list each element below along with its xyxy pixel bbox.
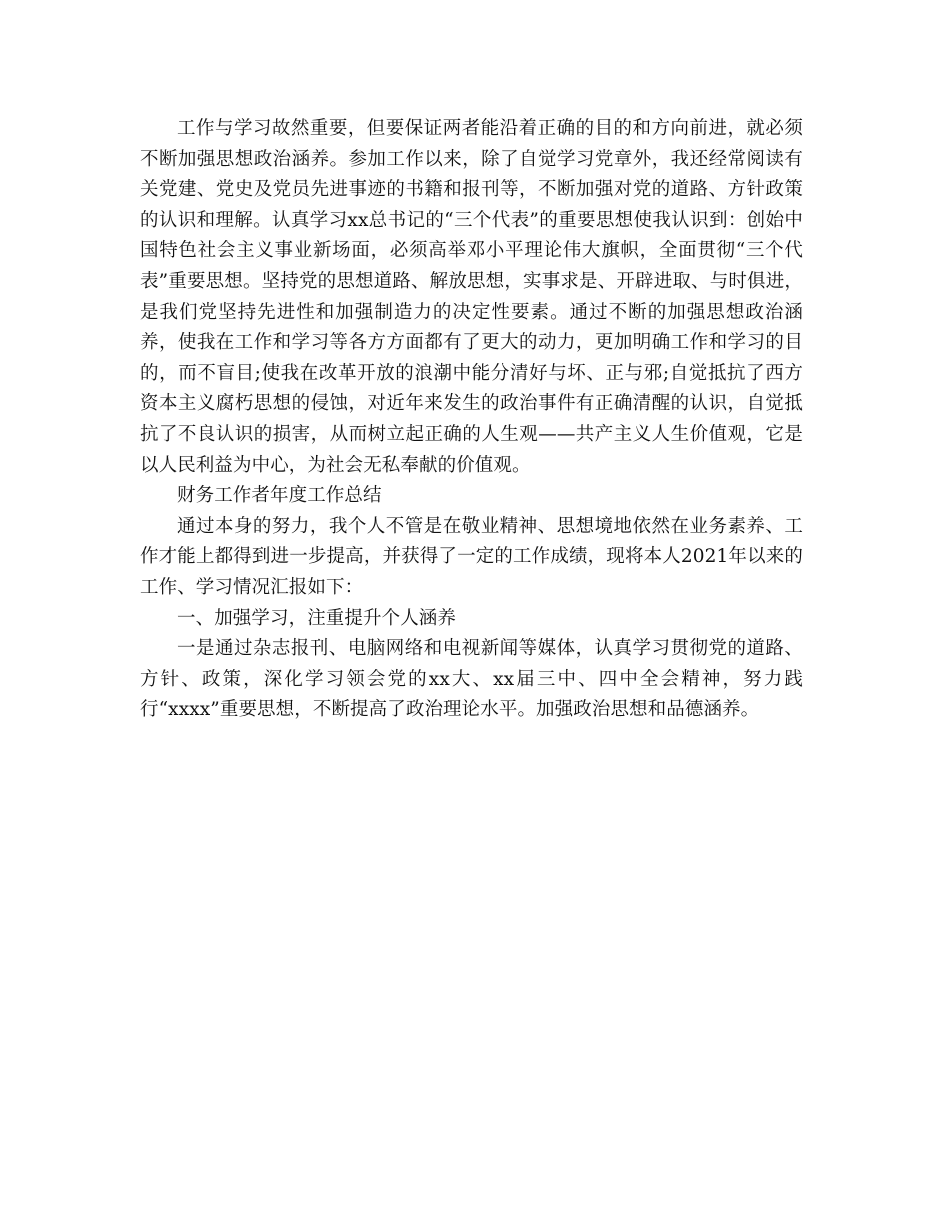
section-title: 财务工作者年度工作总结 xyxy=(177,485,382,507)
document-body xyxy=(140,114,803,726)
paragraph-study-media: 一是通过杂志报刊、电脑网络和电视新闻等媒体，认真学习贯彻党的道路、方针、政策，深化学习领会党的xx大、xx届三中、四中全会精神，努力践行“xxxx”重要思想，不断提高了政治理论水平。加强政治思想和品德涵养。 xyxy=(140,638,803,721)
paragraph-introduction: 通过本身的努力，我个人不管是在敬业精神、思想境地依然在业务素养、工作才能上都得到进一步提高，并获得了一定的工作成绩，现将本人2021年以来的工作、学习情况汇报如下： xyxy=(140,515,803,598)
section-heading-1: 一、加强学习，注重提升个人涵养 xyxy=(177,607,457,629)
paragraph-political-study: 工作与学习故然重要，但要保证两者能沿着正确的目的和方向前进，就必须不断加强思想政治涵养。参加工作以来，除了自觉学习党章外，我还经常阅读有关党建、党史及党员先进事迹的书籍和报刊等，不断加强对党的道路、方针政策的认识和理解。认真学习xx总书记的“三个代表”的重要思想使我认识到：创始中国特色社会主义事业新场面，必须高举邓小平理论伟大旗帜，全面贯彻“三个代表”重要思想。坚持党的思想道路、解放思想，实事求是、开辟进取、与时俱进，是我们党坚持先进性和加强制造力的决定性要素。通过不断的加强思想政治涵养，使我在工作和学习等各方方面都有了更大的动力，更加明确工作和学习的目的，而不盲目;使我在改革开放的浪潮中能分清好与坏、正与邪;自觉抵抗了西方资本主义腐朽思想的侵蚀，对近年来发生的政治事件有正确清醒的认识，自觉抵抗了不良认识的损害，从而树立起正确的人生观——共产主义人生价值观，它是以人民利益为中心，为社会无私奉献的价值观。 xyxy=(140,118,803,476)
